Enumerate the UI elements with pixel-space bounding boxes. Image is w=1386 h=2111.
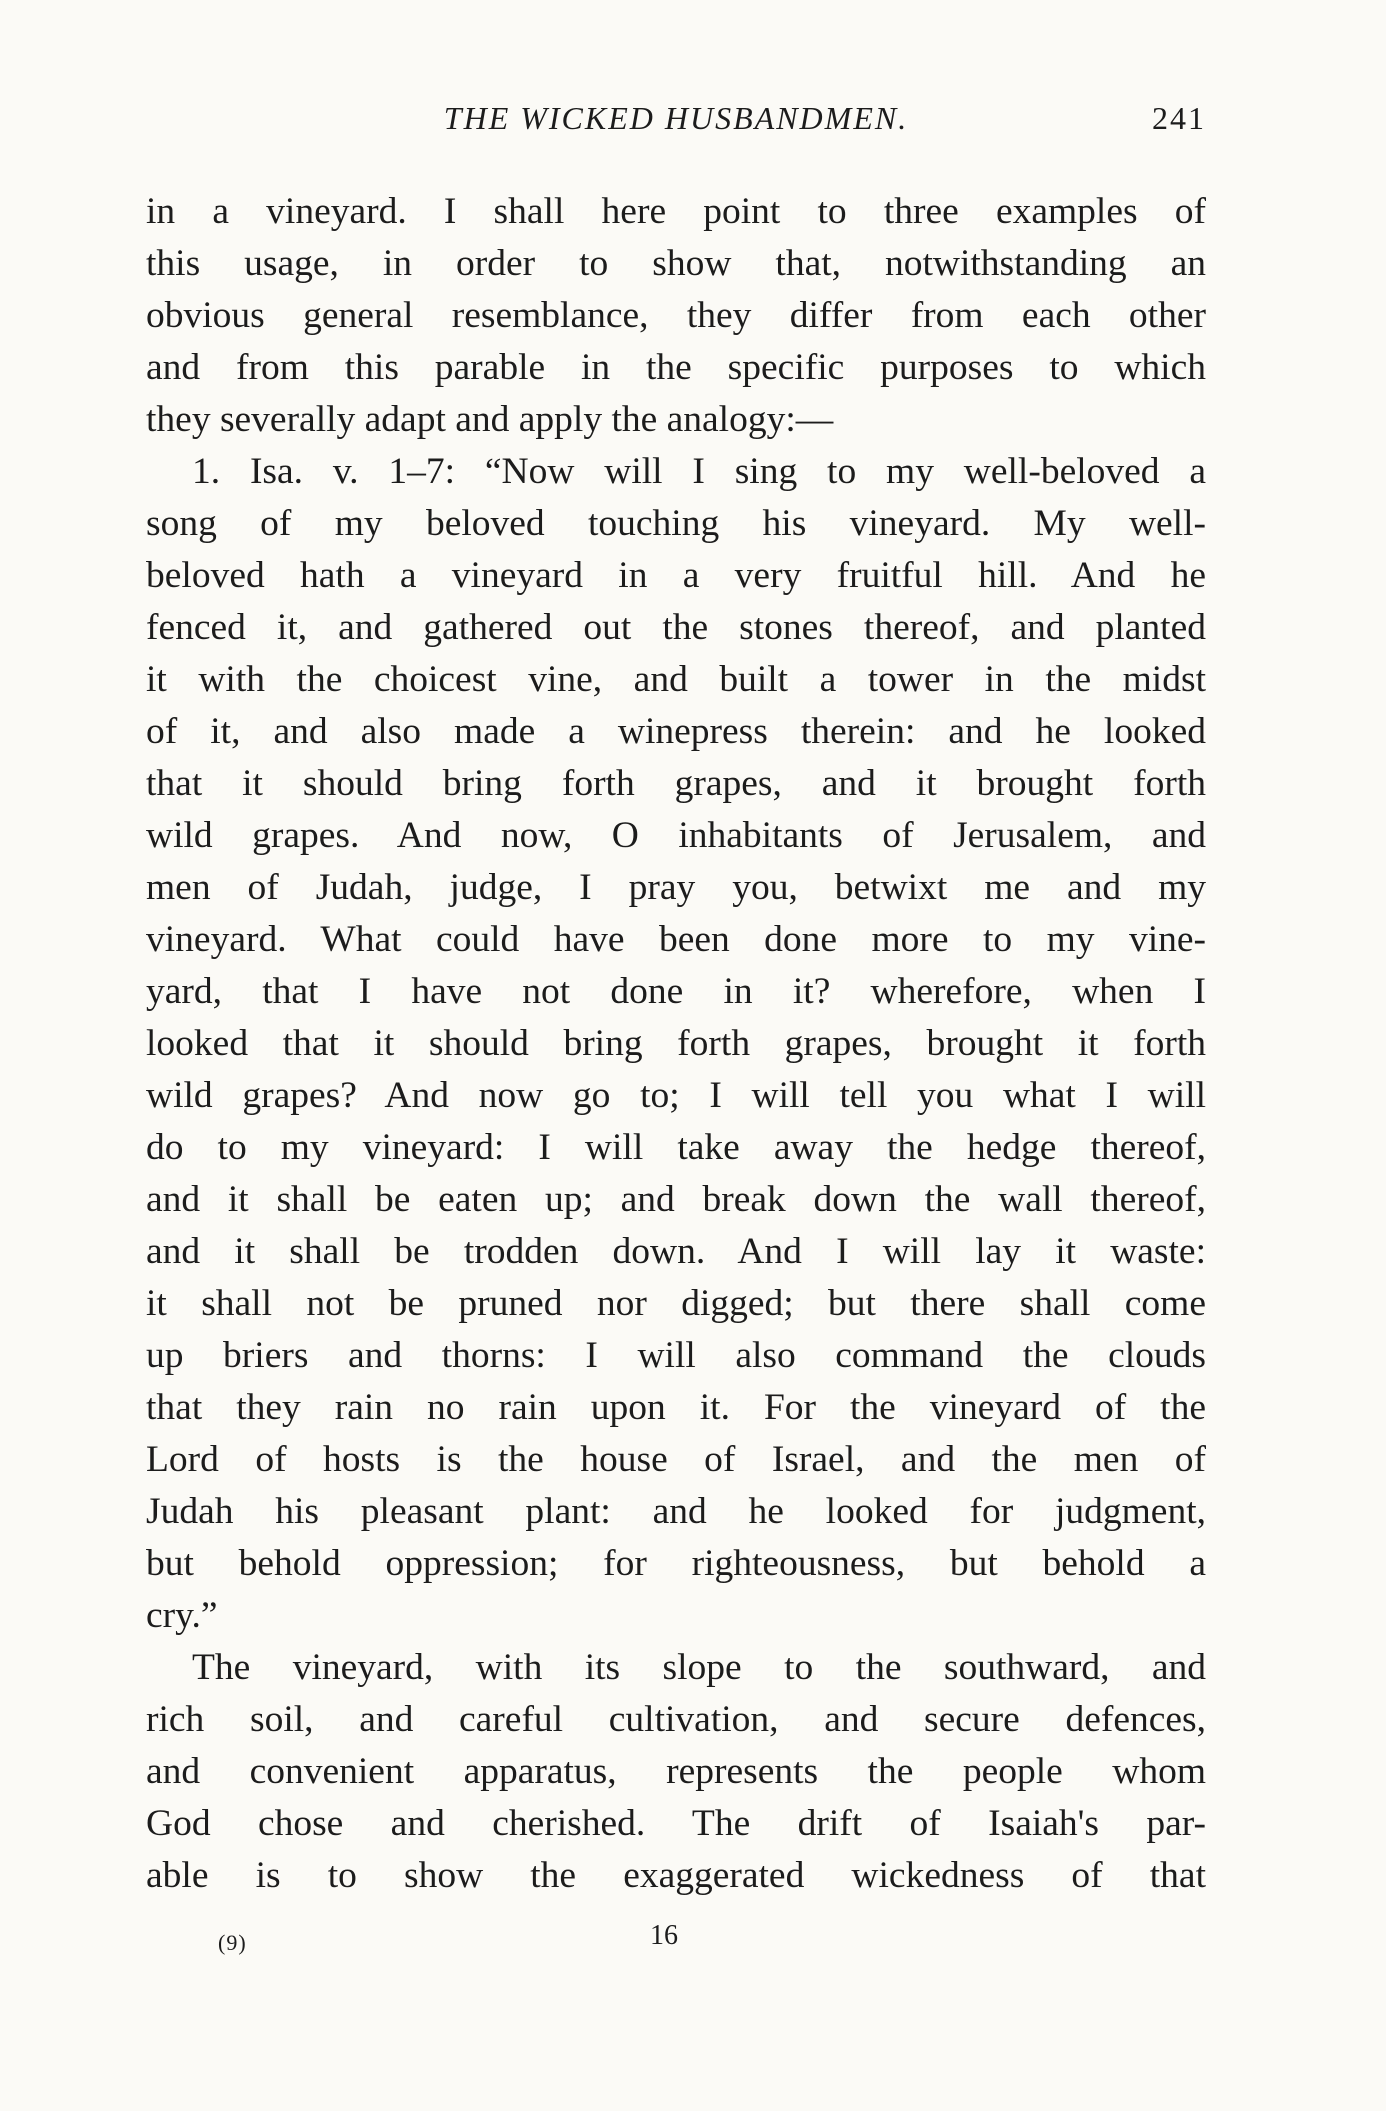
text-line: it shall not be pruned nor digged; but there shall come bbox=[146, 1283, 1206, 1324]
text-line: they severally adapt and apply the analogy:— bbox=[146, 399, 834, 440]
printer-signature: (9) bbox=[218, 1930, 247, 1955]
text-line: wild grapes? And now go to; I will tell you what I will bbox=[146, 1075, 1206, 1116]
text-line: and from this parable in the specific purposes to which bbox=[146, 347, 1206, 388]
text-line: men of Judah, judge, I pray you, betwixt me and my bbox=[146, 867, 1206, 908]
text-line: and it shall be trodden down. And I will lay it waste: bbox=[146, 1231, 1206, 1272]
text-line: this usage, in order to show that, notwithstanding an bbox=[146, 243, 1206, 284]
running-title: THE WICKED HUSBANDMEN. bbox=[443, 100, 909, 136]
text-line: yard, that I have not done in it? wherefore, when I bbox=[146, 971, 1206, 1012]
text-line: Judah his pleasant plant: and he looked for judgment, bbox=[146, 1491, 1206, 1532]
text-line: beloved hath a vineyard in a very fruitful hill. And he bbox=[146, 555, 1206, 596]
text-line: The vineyard, with its slope to the southward, and bbox=[192, 1647, 1206, 1688]
text-line: rich soil, and careful cultivation, and secure defences, bbox=[146, 1699, 1206, 1740]
text-line: up briers and thorns: I will also command the clouds bbox=[146, 1335, 1206, 1376]
text-line: 1. Isa. v. 1–7: “Now will I sing to my well-beloved a bbox=[192, 451, 1206, 492]
text-line: vineyard. What could have been done more to my vine- bbox=[146, 919, 1206, 960]
text-line: that they rain no rain upon it. For the vineyard of the bbox=[146, 1387, 1206, 1428]
text-line: fenced it, and gathered out the stones thereof, and planted bbox=[146, 607, 1206, 648]
text-line: looked that it should bring forth grapes, brought it forth bbox=[146, 1023, 1206, 1064]
text-line: that it should bring forth grapes, and it brought forth bbox=[146, 763, 1206, 804]
text-line: obvious general resemblance, they differ from each other bbox=[146, 295, 1206, 336]
text-line: song of my beloved touching his vineyard. My well- bbox=[146, 503, 1206, 544]
text-line: and convenient apparatus, represents the people whom bbox=[146, 1751, 1206, 1792]
text-line: of it, and also made a winepress therein: and he looked bbox=[146, 711, 1206, 752]
text-line: do to my vineyard: I will take away the hedge thereof, bbox=[146, 1127, 1206, 1168]
body-text bbox=[146, 186, 1206, 1902]
running-head bbox=[146, 100, 1206, 150]
text-line: Lord of hosts is the house of Israel, and the men of bbox=[146, 1439, 1206, 1480]
text-line: God chose and cherished. The drift of Isaiah's par- bbox=[146, 1803, 1206, 1844]
text-line: it with the choicest vine, and built a tower in the midst bbox=[146, 659, 1206, 700]
sheet-number: 16 bbox=[650, 1920, 678, 1951]
text-line: able is to show the exaggerated wickedness of that bbox=[146, 1855, 1206, 1896]
text-line: but behold oppression; for righteousness, but behold a bbox=[146, 1543, 1206, 1584]
text-line: and it shall be eaten up; and break down the wall thereof, bbox=[146, 1179, 1206, 1220]
text-line: in a vineyard. I shall here point to three examples of bbox=[146, 191, 1206, 232]
text-line: cry.” bbox=[146, 1595, 218, 1636]
page-number: 241 bbox=[1152, 100, 1206, 136]
text-line: wild grapes. And now, O inhabitants of Jerusalem, and bbox=[146, 815, 1206, 856]
